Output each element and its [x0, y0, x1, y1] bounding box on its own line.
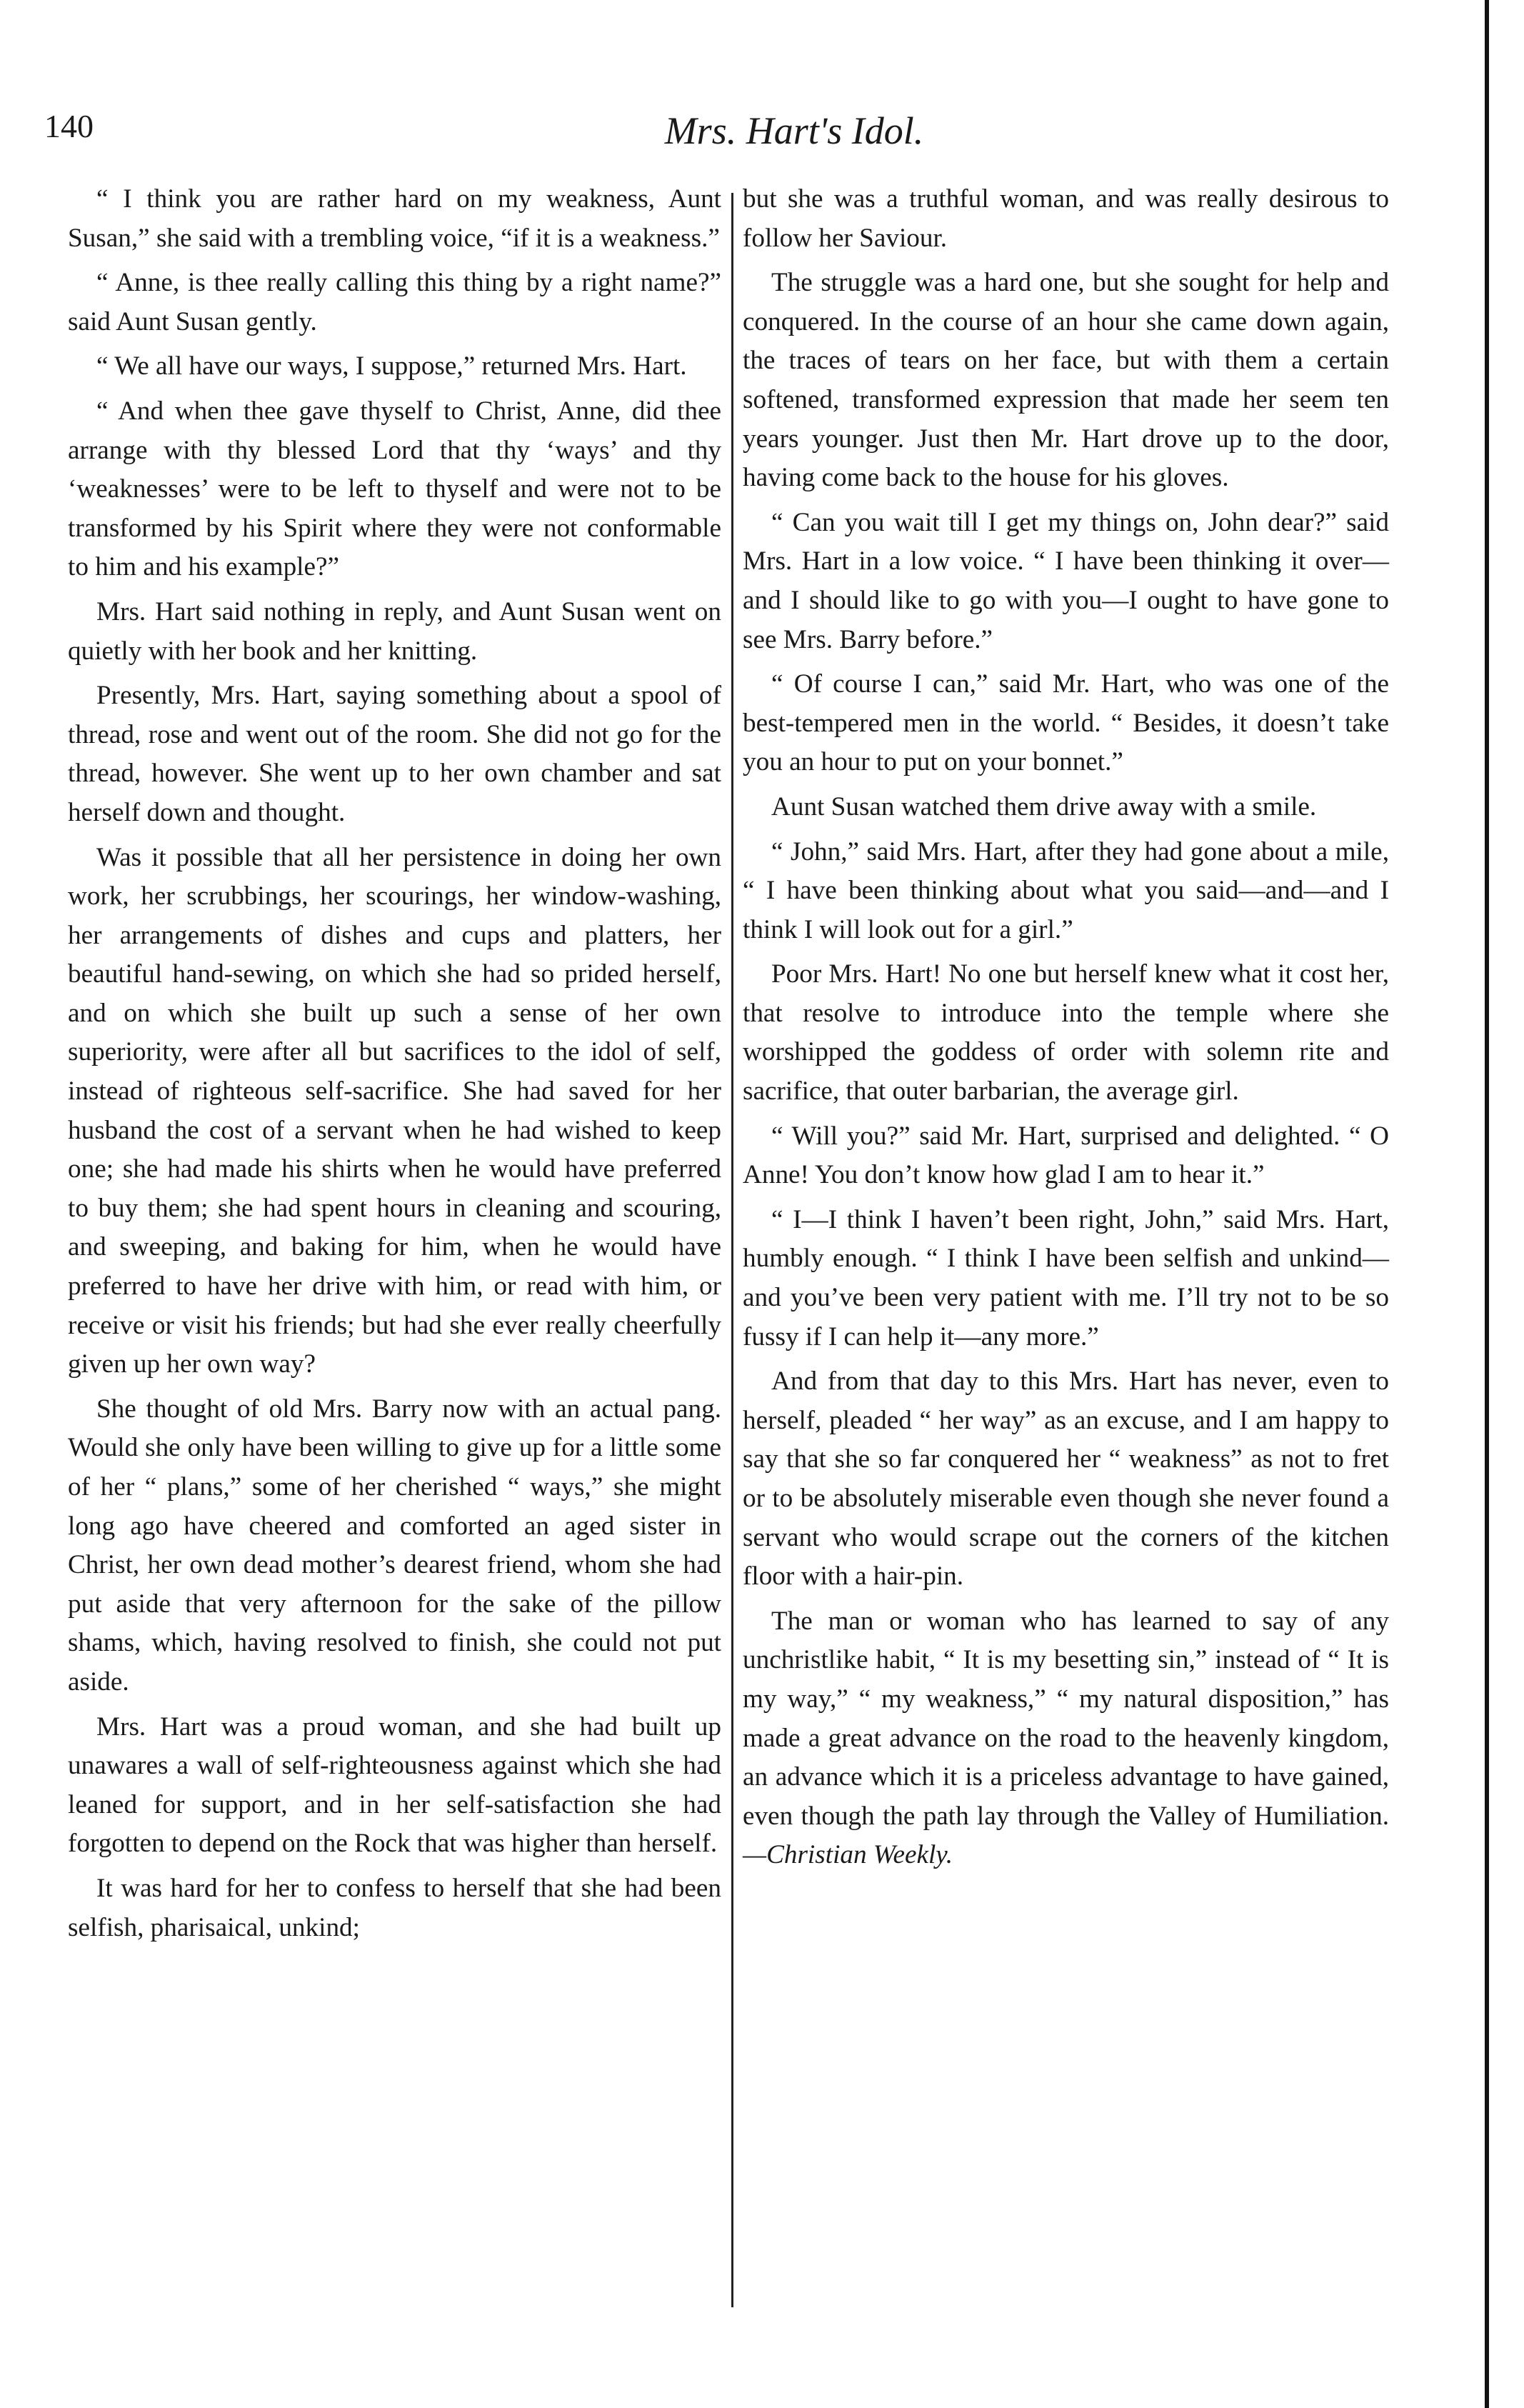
paragraph: Presently, Mrs. Hart, saying something about a spool of thread, rose and went out of the room. She did not go for the thread, however. She went up to her own chamber and sat herself down and thought.	[68, 681, 721, 827]
paragraph: Mrs. Hart said nothing in reply, and Aunt Susan went on quietly with her book and her knitting.	[68, 596, 721, 666]
paragraph: Poor Mrs. Hart! No one but herself knew what it cost her, that resolve to introduce into the temple where she worshipped the goddess of order with solemn rite and sacrifice, that outer barbarian, the average girl.	[743, 959, 1389, 1106]
paragraph: “ And when thee gave thyself to Christ, Anne, did thee arrange with thy blessed Lord that thy ‘ways’ and thy ‘weaknesses’ were to be left to thyself and were not to be transformed by his Spirit where they were not conformable to him and his example?”	[68, 396, 721, 582]
page-number: 140	[44, 108, 94, 144]
paragraph: “ John,” said Mrs. Hart, after they had gone about a mile, “ I have been thinking about what you said—and—and I think I will look out for a girl.”	[743, 836, 1389, 944]
paragraph: “ I think you are rather hard on my weakness, Aunt Susan,” she said with a trembling voice, “if it is a weakness.”	[68, 184, 721, 253]
paragraph-continued: but she was a truthful woman, and was really desirous to follow her Saviour.	[743, 184, 1389, 253]
paragraph: Mrs. Hart was a proud woman, and she had built up unawares a wall of self-righteousness against which she had leaned for support, and in her self-satisfaction she had forgotten to depend on the Rock that was higher than herself.	[68, 1712, 721, 1859]
paragraph: “ Can you wait till I get my things on, John dear?” said Mrs. Hart in a low voice. “ I have been thinking it over—and I should like to go with you—I ought to have gone to see Mrs. Barry before.”	[743, 507, 1389, 654]
paragraph-final	[743, 1602, 1389, 1875]
paragraph: She thought of old Mrs. Barry now with an actual pang. Would she only have been willing to give up for a little some of her “ plans,” some of her cherished “ ways,” she might long ago have cheered and comforted an aged sister in Christ, her own dead mother’s dearest friend, whom she had put aside that very afternoon for the sake of the pillow shams, which, having resolved to finish, she could not put aside.	[68, 1394, 721, 1697]
paragraph: The struggle was a hard one, but she sought for help and conquered. In the course of an hour she came down again, the traces of tears on her face, but with them a certain softened, transformed expression that made her seem ten years younger. Just then Mr. Hart drove up to the door, having come back to the house for his gloves.	[743, 268, 1389, 493]
final-paragraph-text: The man or woman who has learned to say of any unchristlike habit, “ It is my besetting sin,” instead of “ It is my way,” “ my weakness,” “ my natural disposition,” has made a great advance on the road to the heavenly kingdom, an advance which it is a priceless advantage to have gained, even though the path lay through the Valley of Humiliation.	[743, 1606, 1389, 1831]
page-edge-rule	[1485, 0, 1489, 2408]
paragraph: Aunt Susan watched them drive away with a smile.	[771, 791, 1317, 821]
paragraph: “ We all have our ways, I suppose,” returned Mrs. Hart.	[96, 351, 687, 381]
column-rule	[731, 193, 733, 2307]
right-column	[743, 180, 1389, 1881]
left-column	[68, 180, 721, 1953]
attribution: —Christian Weekly.	[743, 1840, 953, 1870]
paragraph: Was it possible that all her persistence in doing her own work, her scrubbings, her scourings, her window-washing, her arrangements of dishes and cups and platters, her beautiful hand-sewing, on which she had so prided herself, and on which she built up such a sense of her own superiority, were after all but sacrifices to the idol of self, instead of righteous self-sacrifice. She had saved for her husband the cost of a servant when he had wished to keep one; she had made his shirts when he would have preferred to buy them; she had spent hours in cleaning and scouring, and sweeping, and baking for him, when he would have preferred to have her drive with him, or read with him, or receive or visit his friends; but had she ever really cheerfully given up her own way?	[68, 842, 721, 1379]
paragraph: And from that day to this Mrs. Hart has never, even to herself, pleaded “ her way” as an excuse, and I am happy to say that she so far conquered her “ weakness” as not to fret or to be absolutely miserable even though she never found a servant who would scrape out the corners of the kitchen floor with a hair-pin.	[743, 1367, 1389, 1592]
paragraph: “ Will you?” said Mr. Hart, surprised and delighted. “ O Anne! You don’t know how glad I am to hear it.”	[743, 1121, 1389, 1190]
paragraph: “ Anne, is thee really calling this thing by a right name?” said Aunt Susan gently.	[68, 268, 721, 336]
paragraph: It was hard for her to confess to herself that she had been selfish, pharisaical, unkind;	[68, 1873, 721, 1942]
paragraph: “ I—I think I haven’t been right, John,” said Mrs. Hart, humbly enough. “ I think I have been selfish and unkind—and you’ve been very patient with me. I’ll try not to be so fussy if I can help it—any more.”	[743, 1204, 1389, 1352]
running-head-title: Mrs. Hart's Idol.	[664, 109, 924, 152]
paragraph: “ Of course I can,” said Mr. Hart, who was one of the best-tempered men in the world. “ Besides, it doesn’t take you an hour to put on your bonnet.”	[743, 669, 1389, 777]
